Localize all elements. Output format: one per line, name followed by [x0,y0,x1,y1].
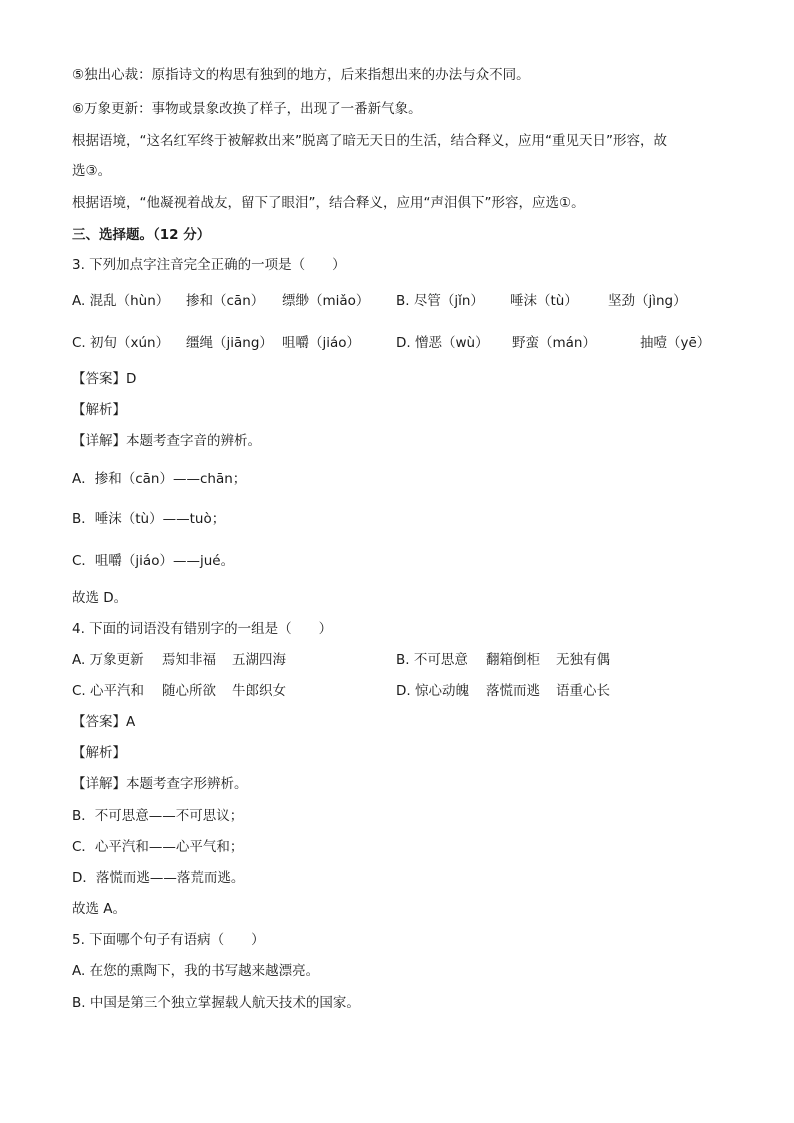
q3-conclusion: 故选 D。 [72,590,128,606]
q3-c-item-1: C. 初旬（xún） [72,335,170,351]
q3-d-item-3: 抽噎（yē） [640,335,711,351]
q3-analysis-label: 【解析】 [72,402,126,418]
q4-b-item-1: B. 不可思意 [396,652,468,668]
q4-b-item-3: 无独有偶 [556,652,610,668]
q4-detail-c: C．心平汽和——心平气和； [72,839,244,855]
q4-d-item-2: 落慌而逃 [486,683,540,699]
explanation-line-6: ⑥万象更新：事物或景象改换了样子，出现了一番新气象。 [72,101,422,117]
q4-conclusion: 故选 A。 [72,901,127,917]
q3-a-item-1: A. 混乱（hùn） [72,293,170,309]
q3-detail-c: C．咀嚼（jiáo）——jué。 [72,553,235,569]
q4-c-item-2: 随心所欲 [162,683,216,699]
q3-detail-b: B．唾沫（tù）——tuò； [72,511,226,527]
q4-b-item-2: 翻箱倒柜 [486,652,540,668]
q3-c-item-2: 缰绳（jiāng） [186,335,273,351]
q3-a-item-3: 缥缈（miǎo） [282,293,370,309]
q4-detail-d: D．落慌而逃——落荒而逃。 [72,870,245,886]
context-line-2: 根据语境，“他凝视着战友，留下了眼泪”，结合释义，应用“声泪俱下”形容，应选①。 [72,195,585,211]
q4-a-item-2: 焉知非福 [162,652,216,668]
q3-detail: 【详解】本题考查字音的辨析。 [72,433,261,449]
q3-b-item-1: B. 尽管（jǐn） [396,293,484,309]
explanation-line-5: ⑤独出心裁：原指诗文的构思有独到的地方，后来指想出来的办法与众不同。 [72,67,530,83]
q4-detail: 【详解】本题考查字形辨析。 [72,776,248,792]
q3-b-item-3: 坚劲（jìng） [608,293,687,309]
q5-option-a: A. 在您的熏陶下，我的书写越来越漂亮。 [72,963,320,979]
q4-d-item-1: D. 惊心动魄 [396,683,469,699]
q4-c-item-1: C. 心平汽和 [72,683,145,699]
q4-a-item-3: 五湖四海 [232,652,286,668]
q3-c-item-3: 咀嚼（jiáo） [282,335,361,351]
q3-stem: 3. 下列加点字注音完全正确的一项是（ ） [72,257,346,273]
q3-answer: 【答案】D [72,371,137,387]
q4-a-item-1: A. 万象更新 [72,652,144,668]
q3-detail-a: A．掺和（cān）——chān； [72,471,247,487]
q4-answer: 【答案】A [72,714,136,730]
q4-analysis-label: 【解析】 [72,745,126,761]
q5-stem: 5. 下面哪个句子有语病（ ） [72,932,265,948]
q3-d-item-1: D. 憎恶（wù） [396,335,489,351]
q4-detail-b: B．不可思意——不可思议； [72,808,244,824]
q5-option-b: B. 中国是第三个独立掌握载人航天技术的国家。 [72,995,360,1011]
q4-stem: 4. 下面的词语没有错别字的一组是（ ） [72,621,333,637]
q4-c-item-3: 牛郎织女 [232,683,286,699]
section-heading: 三、选择题。（12 分） [72,227,211,243]
q3-a-item-2: 掺和（cān） [186,293,265,309]
context-line-1: 根据语境，“这名红军终于被解救出来”脱离了暗无天日的生活，结合释义，应用“重见天日”形容，故 [72,133,667,149]
context-line-1-cont: 选③。 [72,163,112,179]
q3-b-item-2: 唾沫（tù） [510,293,578,309]
q3-d-item-2: 野蛮（mán） [512,335,596,351]
q4-d-item-3: 语重心长 [556,683,610,699]
